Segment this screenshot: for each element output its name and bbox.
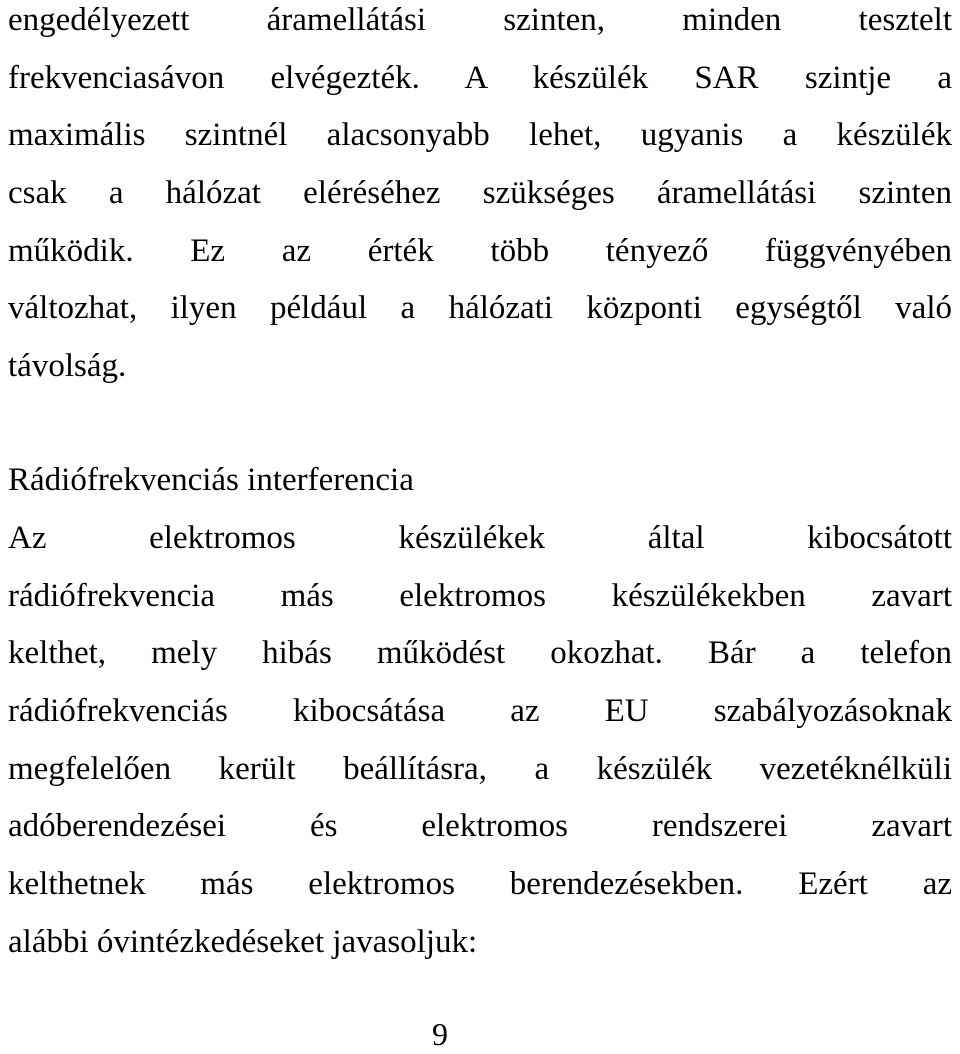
text-line: rádiófrekvencia más elektromos készülékekben zavart — [8, 577, 952, 614]
text-line: Az elektromos készülékek által kibocsátott — [8, 520, 952, 556]
text-line: működik. Ez az érték több tényező függvényében — [8, 232, 952, 269]
text-line: kelthet, mely hibás működést okozhat. Bár a telefon — [8, 635, 952, 672]
text-line: engedélyezett áramellátási szinten, minden tesztelt — [8, 2, 952, 38]
text-line: adóberendezései és elektromos rendszerei zavart — [8, 808, 952, 845]
text-line: alábbi óvintézkedéseket javasoljuk: — [8, 923, 478, 960]
text-line: frekvenciasávon elvégezték. A készülék SAR szintje a — [8, 59, 952, 96]
text-line: rádiófrekvenciás kibocsátása az EU szabályozásoknak — [8, 693, 952, 730]
section-heading: Rádiófrekvenciás interferencia — [8, 462, 414, 498]
text-line: kelthetnek más elektromos berendezésekben. Ezért az — [8, 866, 952, 903]
text-line: maximális szintnél alacsonyabb lehet, ugyanis a készülék — [8, 117, 952, 154]
paragraph-interference — [8, 510, 952, 972]
text-line: távolság. — [8, 348, 127, 385]
text-line: megfelelően került beállításra, a készülék vezetéknélküli — [8, 750, 952, 787]
text-line: változhat, ilyen például a hálózati központi egységtől való — [8, 290, 952, 327]
page-number: 9 — [432, 1016, 448, 1052]
paragraph-sar — [8, 0, 952, 396]
text-line: csak a hálózat eléréséhez szükséges áramellátási szinten — [8, 175, 952, 212]
